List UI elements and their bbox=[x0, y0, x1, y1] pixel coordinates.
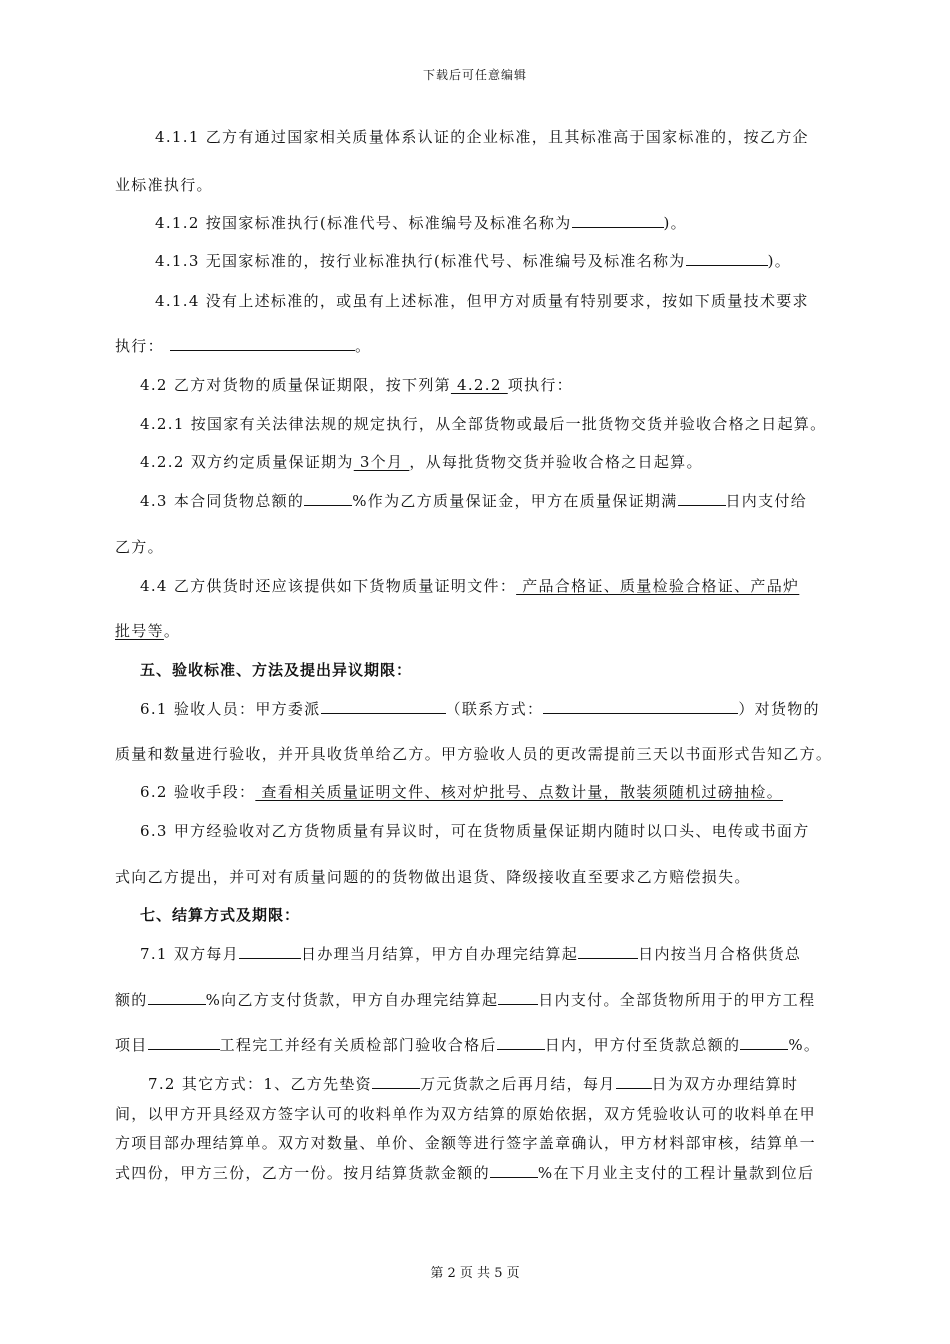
page-header: 下载后可任意编辑 bbox=[422, 68, 527, 82]
blank-field[interactable] bbox=[678, 491, 726, 506]
clause-4-1-1-cont: 业标准执行。 bbox=[115, 176, 213, 194]
clause-6-1: 6.1 验收人员：甲方委派 （联系方式： ）对货物的 bbox=[140, 700, 820, 718]
clause-7-2-cont2: 方项目部办理结算单。双方对数量、单价、金额等进行签字盖章确认，甲方材料部审核，结算单一 bbox=[115, 1134, 816, 1152]
page-footer: 第 2 页 共 5 页 bbox=[430, 1266, 520, 1281]
clause-6-3-cont: 式向乙方提出，并可对有质量问题的的货物做出退货、降级接收直至要求乙方赔偿损失。 bbox=[115, 868, 751, 886]
blank-field[interactable] bbox=[616, 1074, 652, 1089]
clause-4-1-3: 4.1.3 无国家标准的，按行业标准执行(标准代号、标准编号及标准名称为 )。 bbox=[155, 252, 792, 270]
blank-field[interactable] bbox=[740, 1035, 788, 1050]
blank-field[interactable] bbox=[497, 1035, 545, 1050]
clause-4-2: 4.2 乙方对货物的质量保证期限，按下列第 4.2.2 项执行： bbox=[140, 376, 573, 394]
clause-4-1-4: 4.1.4 没有上述标准的，或虽有上述标准，但甲方对质量有特别要求，按如下质量技术要求 bbox=[155, 292, 809, 310]
blank-field[interactable] bbox=[304, 491, 352, 506]
clause-4-4-cont: 批号等。 bbox=[115, 622, 181, 640]
section-7-heading: 七、结算方式及期限： bbox=[140, 906, 301, 924]
blank-field[interactable] bbox=[578, 944, 638, 959]
clause-4-2-2: 4.2.2 双方约定质量保证期为 3个月 ，从每批货物交货并验收合格之日起算。 bbox=[140, 453, 703, 471]
blank-field[interactable] bbox=[239, 944, 301, 959]
clause-7-2: 7.2 其它方式：1、乙方先垫资 万元货款之后再月结，每月 日为双方办理结算时 bbox=[148, 1075, 799, 1093]
blank-field[interactable] bbox=[572, 213, 664, 228]
clause-6-2: 6.2 验收手段： 查看相关质量证明文件、核对炉批号、点数计量，散装须随机过磅抽检。 bbox=[140, 783, 783, 801]
clause-6-3: 6.3 甲方经验收对乙方货物质量有异议时，可在货物质量保证期内随时以口头、电传或书面方 bbox=[140, 822, 810, 840]
blank-field[interactable] bbox=[372, 1074, 420, 1089]
blank-field[interactable] bbox=[490, 1163, 538, 1178]
clause-6-1-cont: 质量和数量进行验收，并开具收货单给乙方。甲方验收人员的更改需提前三天以书面形式告知乙方。 bbox=[115, 745, 833, 763]
blank-field[interactable] bbox=[170, 336, 355, 351]
clause-4-3: 4.3 本合同货物总额的 %作为乙方质量保证金，甲方在质量保证期满 日内支付给 bbox=[140, 492, 808, 510]
blank-field[interactable] bbox=[321, 699, 446, 714]
clause-4-4: 4.4 乙方供货时还应该提供如下货物质量证明文件： 产品合格证、质量检验合格证、产品炉 bbox=[140, 577, 800, 595]
clause-7-1: 7.1 双方每月 日办理当月结算，甲方自办理完结算起 日内按当月合格供货总 bbox=[140, 945, 802, 963]
blank-field[interactable] bbox=[148, 990, 206, 1005]
clause-4-2-1: 4.2.1 按国家有关法律法规的规定执行，从全部货物或最后一批货物交货并验收合格之日起算。 bbox=[140, 415, 827, 433]
clause-4-1-1: 4.1.1 乙方有通过国家相关质量体系认证的企业标准，且其标准高于国家标准的，按乙方企 bbox=[155, 128, 809, 146]
clause-7-1-cont1: 额的 %向乙方支付货款，甲方自办理完结算起 日内支付。全部货物所用于的甲方工程 bbox=[115, 991, 816, 1009]
clause-7-1-cont2: 项目 工程完工并经有关质检部门验收合格后 日内，甲方付至货款总额的 %。 bbox=[115, 1036, 821, 1054]
clause-7-2-cont3: 式四份，甲方三份，乙方一份。按月结算货款金额的 %在下月业主支付的工程计量款到位后 bbox=[115, 1164, 815, 1182]
clause-7-2-cont1: 间，以甲方开具经双方签字认可的收料单作为双方结算的原始依据，双方凭验收认可的收料单在甲 bbox=[115, 1105, 816, 1123]
section-5-heading: 五、验收标准、方法及提出异议期限： bbox=[140, 661, 413, 679]
blank-field[interactable] bbox=[498, 990, 538, 1005]
blank-field[interactable] bbox=[686, 251, 768, 266]
blank-field[interactable] bbox=[148, 1035, 220, 1050]
clause-4-1-2: 4.1.2 按国家标准执行(标准代号、标准编号及标准名称为 )。 bbox=[155, 214, 687, 232]
clause-4-1-4-cont: 执行： 。 bbox=[115, 337, 372, 355]
clause-4-3-cont: 乙方。 bbox=[115, 538, 164, 556]
blank-field[interactable] bbox=[543, 699, 738, 714]
